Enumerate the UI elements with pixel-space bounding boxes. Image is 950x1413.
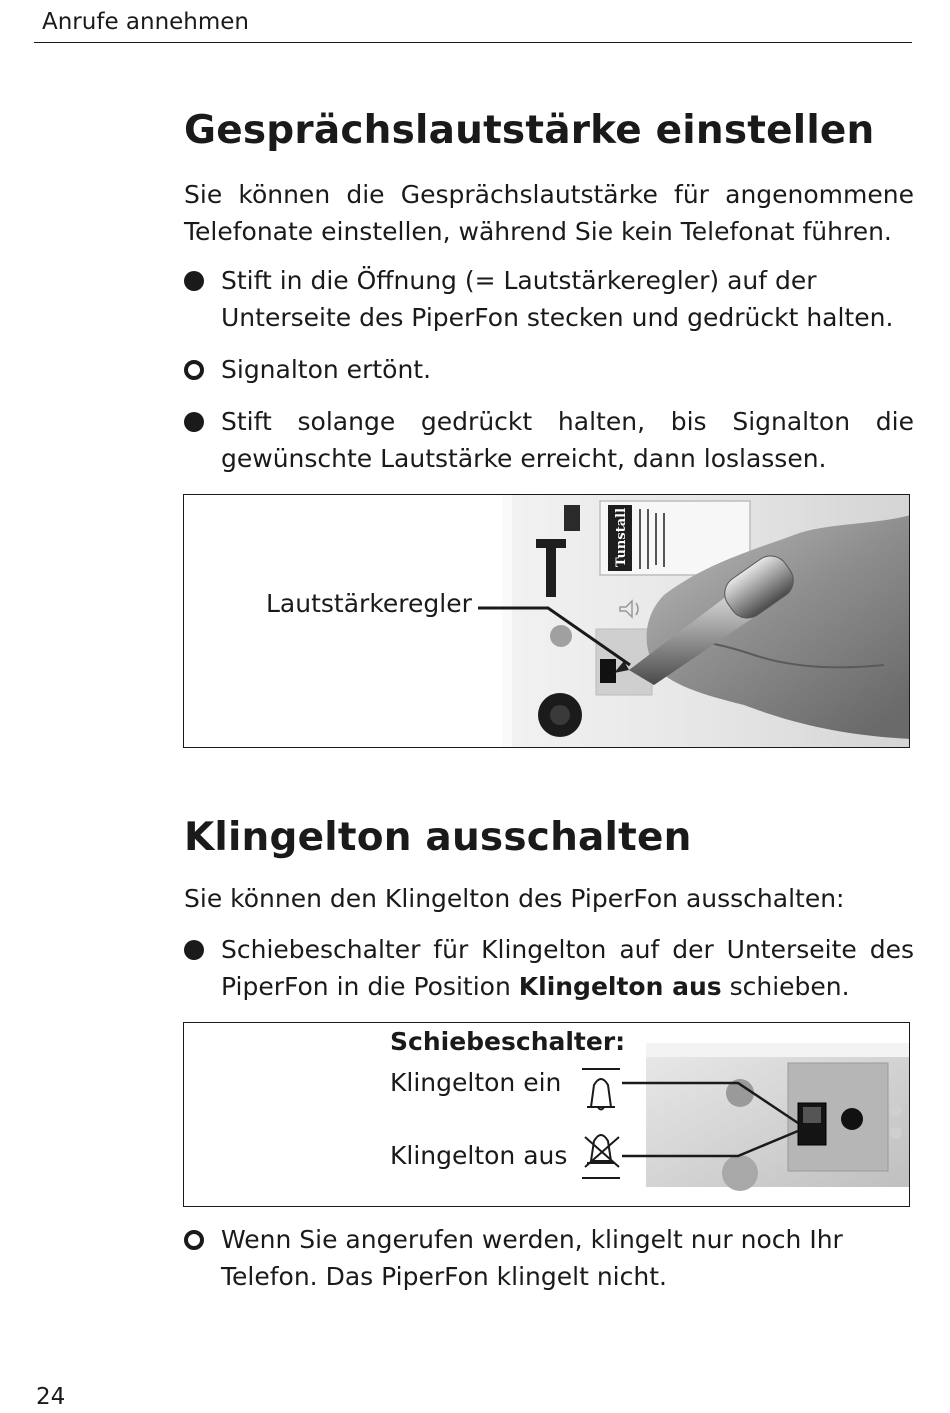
figure-slide-switch (183, 1022, 910, 1207)
step-result-1 (184, 351, 914, 388)
step-result-2 (184, 1221, 914, 1295)
running-head: Anrufe annehmen (42, 9, 250, 35)
brand-label: Tunstall (614, 507, 629, 567)
bullet-ring-icon (184, 360, 204, 380)
label-ringtone-on: Klingelton ein (390, 1068, 562, 1097)
step-text: Signalton ertönt. (221, 355, 432, 384)
bullet-ring-icon (184, 1230, 204, 1250)
switch-heading: Schiebeschalter: (390, 1027, 626, 1056)
section-intro-ringtone: Sie können den Klingelton des PiperFon ausschalten: (184, 884, 845, 913)
device-photo (184, 495, 910, 748)
bullet-filled-icon (184, 412, 204, 432)
step-action-1 (184, 262, 914, 336)
bullet-filled-icon (184, 940, 204, 960)
bell-icon (582, 1069, 620, 1110)
figure-volume-control (183, 494, 910, 748)
step-text: Wenn Sie angerufen werden, klingelt nur noch Ihr Telefon. Das PiperFon klingelt nicht. (221, 1225, 843, 1291)
label-ringtone-off: Klingelton aus (390, 1141, 568, 1170)
section-title-volume: Gesprächslautstärke einstellen (184, 108, 875, 153)
bullet-filled-icon (184, 271, 204, 291)
bell-crossed-icon (582, 1135, 620, 1178)
step-text: Stift solange gedrückt halten, bis Signalton die gewünschte Lautstärke erreicht, dann loslassen. (221, 407, 914, 473)
step-action-3 (184, 931, 914, 1005)
section-title-ringtone: Klingelton ausschalten (184, 815, 692, 860)
step-text: Schiebeschalter für Klingelton auf der Unterseite des PiperFon in die Position Klingelton aus schieben. (221, 935, 914, 1001)
page-number: 24 (36, 1384, 66, 1410)
step-action-2 (184, 403, 914, 477)
step-text: Stift in die Öffnung (= Lautstärkeregler) auf der Unterseite des PiperFon stecken und gedrückt halten. (221, 266, 894, 332)
emphasis-position: Klingelton aus (518, 972, 722, 1001)
callout-volume-control: Lautstärkeregler (266, 589, 472, 618)
section-intro-volume: Sie können die Gesprächslautstärke für angenommene Telefonate einstellen, während Sie kein Telefonat führen. (184, 180, 914, 246)
header-rule (34, 42, 912, 43)
